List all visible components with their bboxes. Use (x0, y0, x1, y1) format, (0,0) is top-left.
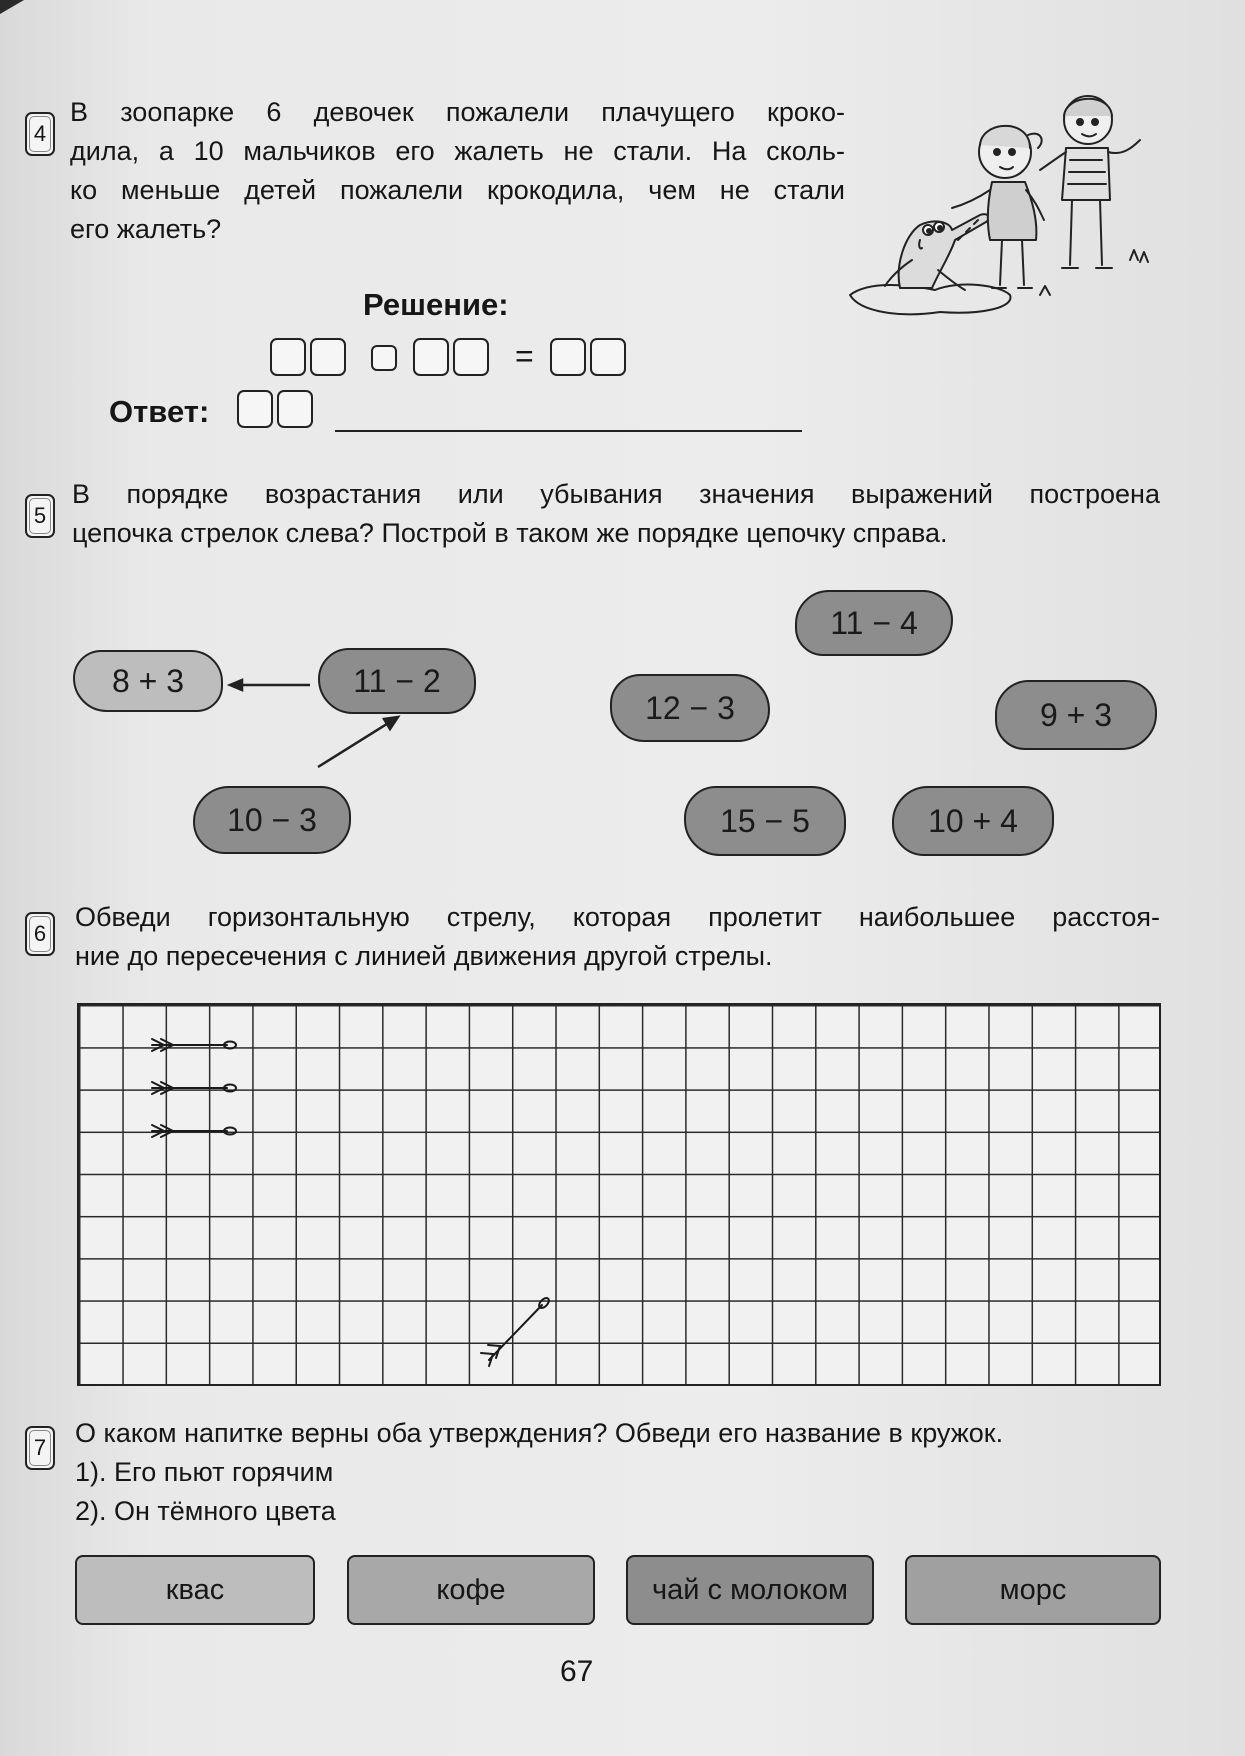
children-crocodile-illustration (840, 90, 1170, 330)
task-5-text (72, 475, 1160, 553)
operation-sign-cell[interactable] (371, 345, 397, 371)
horizontal-arrow[interactable] (152, 1039, 236, 1051)
answer-cell[interactable] (453, 338, 489, 376)
answer-cell[interactable] (237, 390, 273, 428)
task-4-text (70, 93, 845, 249)
page-number: 67 (560, 1655, 594, 1688)
expression-card[interactable]: 9 + 3 (995, 680, 1157, 750)
task-4-line: ко меньше детей пожалели крокодила, чем не стали (70, 175, 845, 205)
drink-option-coffee[interactable]: кофе (347, 1555, 595, 1625)
expression-card[interactable]: 15 − 5 (684, 786, 846, 856)
task-4-line: дила, а 10 мальчиков его жалеть не стали. На сколь- (70, 136, 845, 166)
expression-card[interactable]: 11 − 2 (318, 648, 476, 714)
arrow-chain (220, 640, 420, 780)
task-5-line: В порядке возрастания или убывания значения выражений построена (72, 479, 1160, 509)
task-7-line: 1). Его пьют горячим (75, 1457, 334, 1487)
answer-cell[interactable] (277, 390, 313, 428)
equals-sign: = (515, 338, 534, 374)
task-number: 6 (25, 912, 55, 956)
expression-card[interactable]: 12 − 3 (610, 674, 770, 742)
task-5-line: цепочка стрелок слева? Построй в таком же порядке цепочку справа. (72, 518, 948, 548)
page-corner (0, 0, 24, 14)
arrow-head (230, 680, 242, 690)
answer-cell[interactable] (550, 338, 586, 376)
task-4-line: В зоопарке 6 девочек пожалели плачущего кроко- (70, 97, 845, 127)
task-7-line: 2). Он тёмного цвета (75, 1496, 336, 1526)
solution-label: Решение: (363, 287, 509, 322)
horizontal-arrow[interactable] (152, 1082, 236, 1094)
arrow-head (384, 717, 398, 729)
answer-cell[interactable] (413, 338, 449, 376)
task-number: 7 (25, 1426, 55, 1470)
task-number: 4 (25, 112, 55, 156)
task-6-text (75, 898, 1160, 976)
answer-cell[interactable] (590, 338, 626, 376)
expression-card[interactable]: 8 + 3 (73, 650, 223, 712)
task-6-line: ние до пересечения с линией движения другой стрелы. (75, 941, 773, 971)
drink-option-kvass[interactable]: квас (75, 1555, 315, 1625)
arrow-line (318, 722, 390, 767)
task-number: 5 (25, 494, 55, 538)
task-6-line: Обведи горизонтальную стрелу, которая пролетит наибольшее расстоя- (75, 902, 1160, 932)
answer-cell[interactable] (270, 338, 306, 376)
answer-cell[interactable] (310, 338, 346, 376)
task-7-line: О каком напитке верны оба утверждения? Обведи его название в кружок. (75, 1418, 1004, 1448)
diagonal-arrow[interactable] (481, 1296, 551, 1366)
expression-card[interactable]: 10 + 4 (892, 786, 1054, 856)
drink-option-mors[interactable]: морс (905, 1555, 1161, 1625)
arrows-on-grid (77, 1003, 1161, 1386)
horizontal-arrow[interactable] (152, 1125, 236, 1137)
task-4-line: его жалеть? (70, 214, 222, 244)
answer-line[interactable] (335, 430, 802, 432)
drink-option-tea-with-milk[interactable]: чай с молоком (626, 1555, 874, 1625)
expression-card[interactable]: 11 − 4 (795, 590, 953, 656)
expression-card[interactable]: 10 − 3 (193, 786, 351, 854)
answer-label: Ответ: (109, 394, 210, 429)
task-7-text (75, 1414, 1165, 1531)
